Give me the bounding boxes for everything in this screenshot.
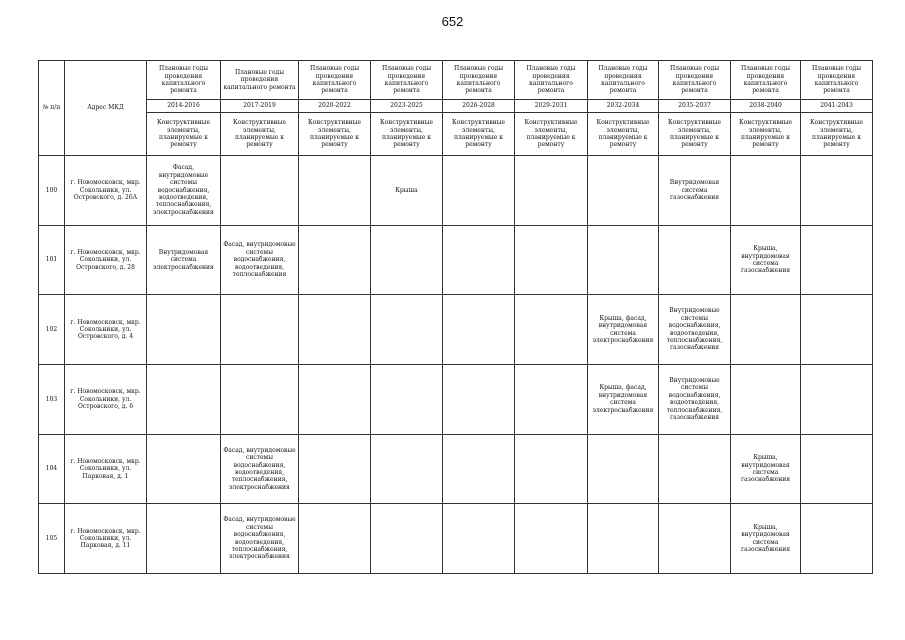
row-address: г. Новомосковск, мкр. Сокольники, ул. Парковая, д. 1: [65, 434, 147, 504]
elements-header: Конструктивные элементы, планируемые к ремонту: [443, 113, 515, 156]
table-row: [39, 364, 873, 434]
repair-cell: [443, 364, 515, 434]
table-row: [39, 504, 873, 574]
repair-cell: [371, 225, 443, 295]
repair-cell: [515, 156, 588, 226]
repair-cell: [801, 156, 873, 226]
period-header: 2041-2043: [801, 100, 873, 113]
table-row: [39, 225, 873, 295]
elements-header: Конструктивные элементы, планируемые к ремонту: [659, 113, 731, 156]
elements-header: Конструктивные элементы, планируемые к ремонту: [147, 113, 221, 156]
column-header-planned: Плановые годы проведения капитального ремонта: [515, 61, 588, 100]
repair-cell: Фасад, внутридомовые системы водоснабжения, водоотведения, теплоснабжения, электроснабжения: [147, 156, 221, 226]
elements-header: Конструктивные элементы, планируемые к ремонту: [731, 113, 801, 156]
column-header-planned: Плановые годы проведения капитального ремонта: [443, 61, 515, 100]
repair-cell: [299, 364, 371, 434]
row-address: г. Новомосковск, мкр. Сокольники, ул. Островского, д. 28: [65, 225, 147, 295]
repair-cell: [221, 364, 299, 434]
repair-cell: [801, 364, 873, 434]
repair-cell: [371, 364, 443, 434]
row-address: г. Новомосковск, мкр. Сокольники, ул. Парковая, д. 11: [65, 504, 147, 574]
repair-cell: [801, 225, 873, 295]
repair-cell: [299, 156, 371, 226]
period-header: 2020-2022: [299, 100, 371, 113]
row-number: 100: [39, 156, 65, 226]
period-header: 2017-2019: [221, 100, 299, 113]
repair-cell: [801, 434, 873, 504]
repair-cell: [515, 225, 588, 295]
table-row: [39, 156, 873, 226]
period-header: 2038-2040: [731, 100, 801, 113]
repair-cell: Крыша, фасад, внутридомовая система электроснабжения: [588, 295, 659, 365]
repair-cell: [659, 434, 731, 504]
repair-cell: [147, 434, 221, 504]
elements-header: Конструктивные элементы, планируемые к ремонту: [299, 113, 371, 156]
repair-cell: [221, 295, 299, 365]
repair-cell: [147, 364, 221, 434]
column-header-planned: Плановые годы проведения капитального ремонта: [299, 61, 371, 100]
row-address: г. Новомосковск, мкр. Сокольники, ул. Островского, д. 26А: [65, 156, 147, 226]
period-header: 2014-2016: [147, 100, 221, 113]
period-header: 2023-2025: [371, 100, 443, 113]
repair-cell: Внутридомовые системы водоснабжения, водоотведения, теплоснабжения, газоснабжения: [659, 295, 731, 365]
repair-cell: Внутридомовая система электроснабжения: [147, 225, 221, 295]
repair-cell: [443, 504, 515, 574]
repair-cell: Крыша: [371, 156, 443, 226]
repair-cell: [515, 434, 588, 504]
period-header: 2035-2037: [659, 100, 731, 113]
table-body: [39, 156, 873, 574]
repair-cell: [443, 295, 515, 365]
repair-cell: Крыша, внутридомовая система газоснабжения: [731, 434, 801, 504]
repair-cell: [221, 156, 299, 226]
elements-header: Конструктивные элементы, планируемые к ремонту: [801, 113, 873, 156]
table-header: [39, 61, 873, 156]
elements-header: Конструктивные элементы, планируемые к ремонту: [221, 113, 299, 156]
repair-cell: [659, 225, 731, 295]
row-number: 104: [39, 434, 65, 504]
column-header-planned: Плановые годы проведения капитального ремонта: [147, 61, 221, 100]
row-address: г. Новомосковск, мкр. Сокольники, ул. Островского, д. 4: [65, 295, 147, 365]
column-header-planned: Плановые годы проведения капитального ремонта: [659, 61, 731, 100]
elements-header: Конструктивные элементы, планируемые к ремонту: [588, 113, 659, 156]
column-header-number: № п/п: [39, 61, 65, 156]
repair-cell: [515, 364, 588, 434]
repair-cell: Внутридомовые системы водоснабжения, водоотведения, теплоснабжения, газоснабжения: [659, 364, 731, 434]
repair-cell: [443, 225, 515, 295]
repair-cell: [731, 295, 801, 365]
column-header-planned: Плановые годы проведения капитального ремонта: [801, 61, 873, 100]
row-number: 102: [39, 295, 65, 365]
period-header: 2032-2034: [588, 100, 659, 113]
repair-cell: Крыша, фасад, внутридомовая система электроснабжения: [588, 364, 659, 434]
row-number: 101: [39, 225, 65, 295]
repair-cell: Фасад, внутридомовые системы водоснабжения, водоотведения, теплоснабжения, электроснабжения: [221, 504, 299, 574]
column-header-planned: Плановые годы проведения капитального ремонта: [731, 61, 801, 100]
row-address: г. Новомосковск, мкр. Сокольники, ул. Островского, д. 6: [65, 364, 147, 434]
repair-cell: [147, 504, 221, 574]
column-header-address: Адрес МКД: [65, 61, 147, 156]
repair-cell: [147, 295, 221, 365]
repair-cell: Внутридомовая система газоснабжения: [659, 156, 731, 226]
column-header-planned: Плановые годы проведения капитального ремонта: [221, 61, 299, 100]
repair-cell: [443, 156, 515, 226]
repair-cell: [515, 295, 588, 365]
repair-cell: [443, 434, 515, 504]
elements-header: Конструктивные элементы, планируемые к ремонту: [371, 113, 443, 156]
repair-cell: [588, 156, 659, 226]
repair-cell: [299, 225, 371, 295]
row-number: 103: [39, 364, 65, 434]
repair-cell: [588, 225, 659, 295]
column-header-planned: Плановые годы проведения капитального ремонта: [371, 61, 443, 100]
repair-cell: Фасад, внутридомовые системы водоснабжения, водоотведения, теплоснабжения, электроснабжения: [221, 434, 299, 504]
header-row-planned: [39, 61, 873, 100]
period-header: 2026-2028: [443, 100, 515, 113]
repair-cell: [299, 504, 371, 574]
repair-cell: [588, 434, 659, 504]
repair-cell: [731, 364, 801, 434]
repair-cell: [371, 504, 443, 574]
capital-repair-schedule-table: [38, 60, 873, 574]
period-header: 2029-2031: [515, 100, 588, 113]
repair-cell: [731, 156, 801, 226]
repair-cell: [515, 504, 588, 574]
header-row-periods: [39, 100, 873, 113]
repair-cell: [371, 434, 443, 504]
repair-cell: Фасад, внутридомовые системы водоснабжения, водоотведения, теплоснабжения: [221, 225, 299, 295]
header-row-elements: [39, 113, 873, 156]
repair-cell: [299, 434, 371, 504]
repair-cell: [659, 504, 731, 574]
repair-cell: [588, 504, 659, 574]
elements-header: Конструктивные элементы, планируемые к ремонту: [515, 113, 588, 156]
repair-cell: Крыша, внутридомовая система газоснабжения: [731, 225, 801, 295]
repair-cell: Крыша, внутридомовая система газоснабжения: [731, 504, 801, 574]
page-number: 652: [441, 14, 464, 29]
table-row: [39, 434, 873, 504]
repair-cell: [801, 504, 873, 574]
repair-cell: [371, 295, 443, 365]
table-row: [39, 295, 873, 365]
column-header-planned: Плановые годы проведения капитального ремонта: [588, 61, 659, 100]
row-number: 105: [39, 504, 65, 574]
repair-cell: [801, 295, 873, 365]
repair-cell: [299, 295, 371, 365]
